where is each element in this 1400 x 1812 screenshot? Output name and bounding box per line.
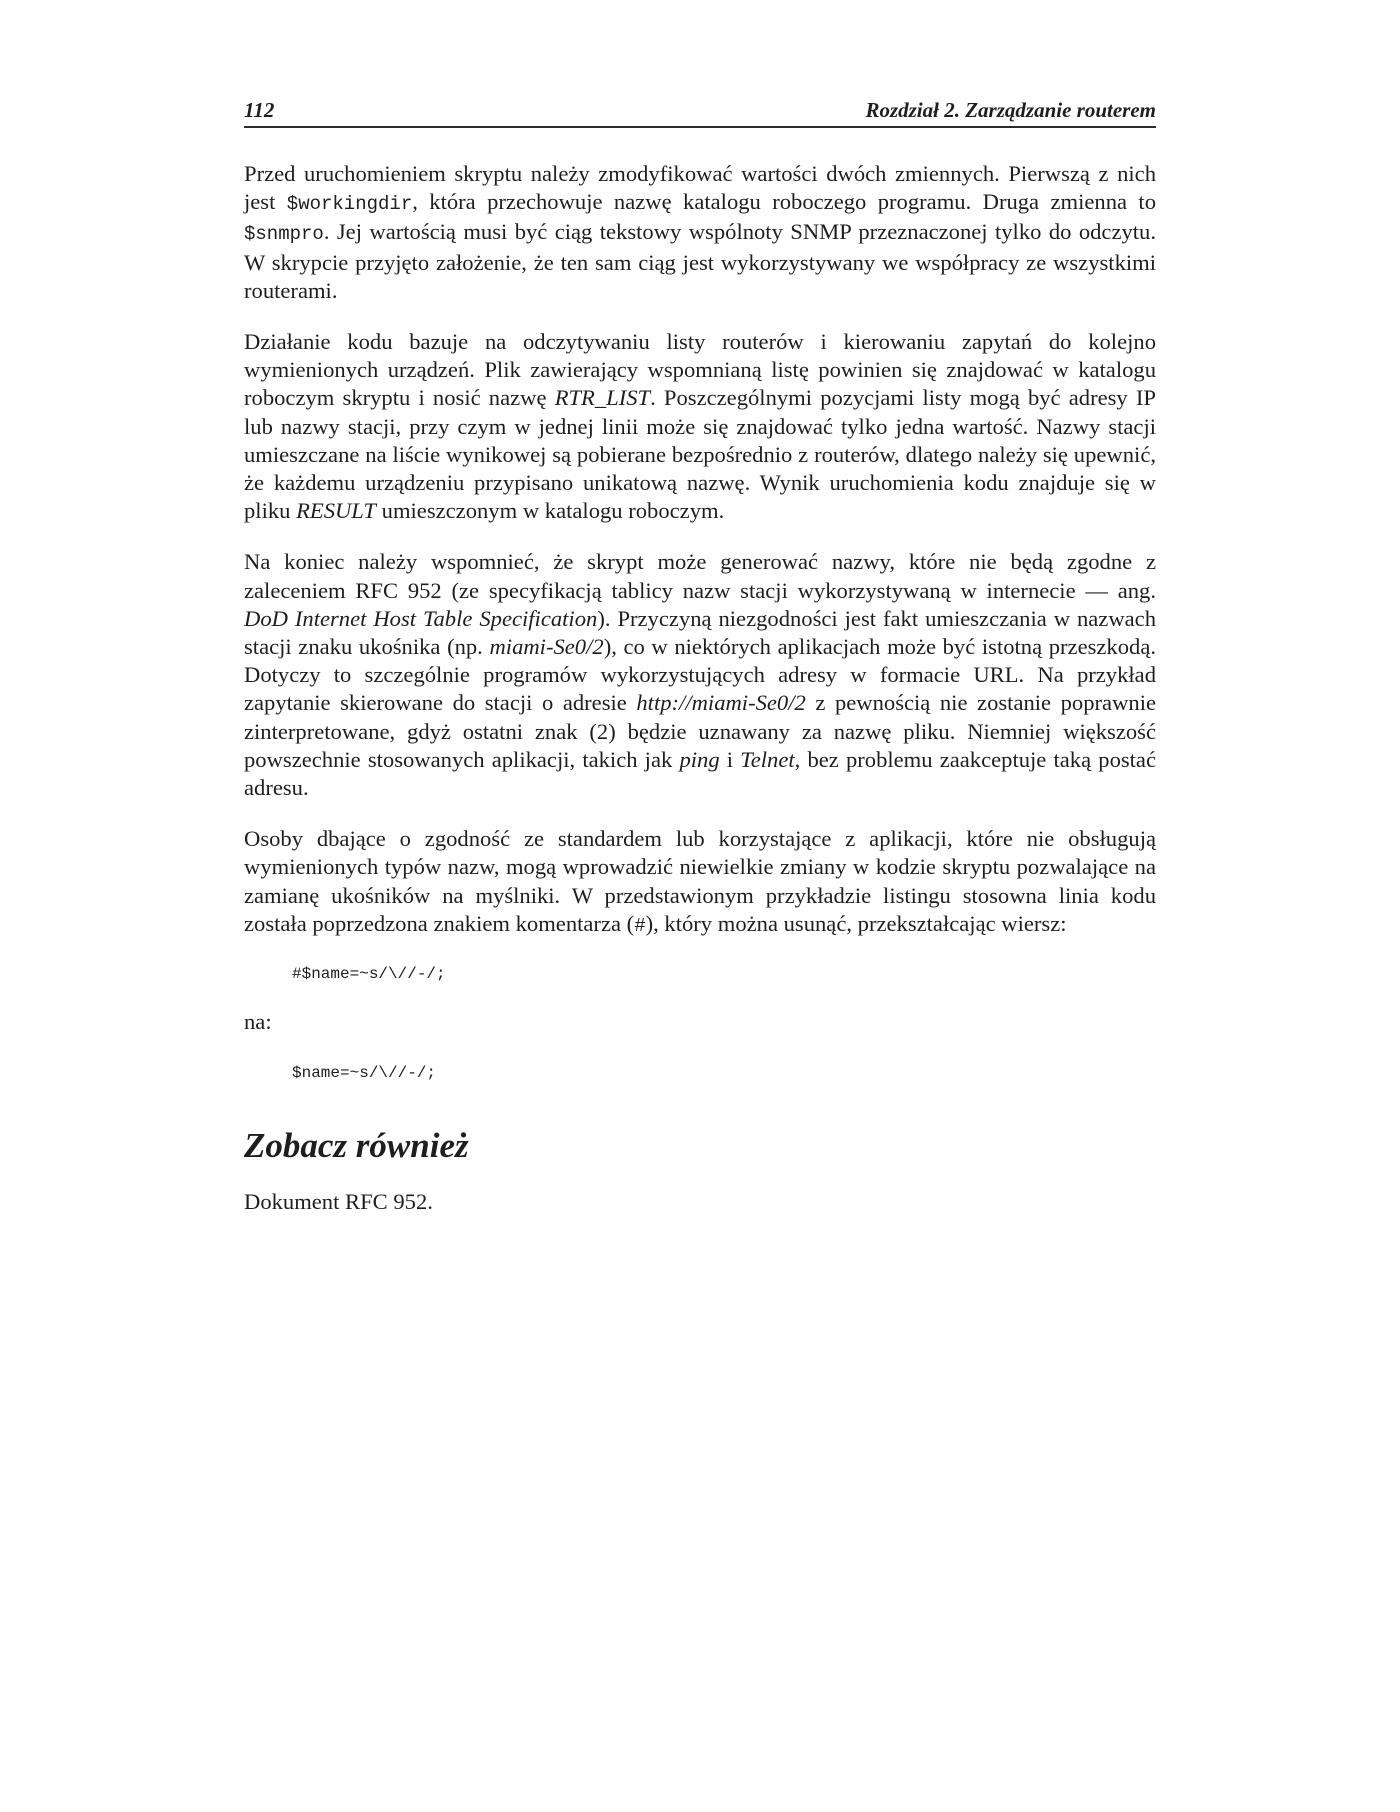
running-header [244,98,1156,128]
text-run: ), który można usunąć, przekształcając wiersz: [645,910,1067,936]
filename-result: RESULT [296,498,376,524]
paragraph-4 [244,825,1156,940]
italic-term: miami-Se0/2 [489,634,604,660]
text-run: i [719,746,741,772]
code-hash: # [634,914,646,937]
italic-term: Telnet [740,746,795,772]
section-heading: Zobacz również [244,1125,469,1165]
text-run: Przed uruchomieniem skryptu należy zmodyfikować wartości dwóch zmiennych. Pierwszą z nich jest [244,161,1156,215]
text-run: . Poszczególnymi pozycjami listy mogą być adresy IP lub nazwy stacji, przy czym w jednej linii może się znajdować tylko jedna wartość. Nazwy stacji umieszczane na liście wynikowej są pobierane bezpośrednio z routerów, dlatego należy się upewnić, że każdemu urządzeniu przypisano unikatową nazwę. Wynik uruchomienia kodu znajduje się w pliku [244,385,1156,524]
code-variable-snmpro: $snmpro [244,223,324,246]
text-run: Osoby dbające o zgodność ze standardem lub korzystające z aplikacji, które nie obsługują wymienionych typów nazw, mogą wprowadzić niewielkie zmiany w kodzie skryptu pozwalające na zamianę ukośników na myślniki. W przedstawionym przykładzie listingu stosowna linia kodu została poprzedzona znakiem komentarza ( [244,826,1156,936]
text-run: ). Przyczyną niezgodności jest fakt umieszczania w nazwach stacji znaku ukośnika (np. [244,605,1157,660]
text-run: Działanie kodu bazuje na odczytywaniu listy routerów i kierowaniu zapytań do kolejno wymienionych urządzeń. Plik zawierający wspomnianą listę powinien się znajdować w katalogu roboczym skryptu i nosić nazwę [244,329,1156,411]
label-na: na: [244,1009,272,1035]
page-number: 112 [244,98,275,122]
italic-url: http://miami-Se0/2 [636,690,806,716]
code-line-uncommented: $name=~s/\//-/; [292,1064,437,1083]
paragraph-3 [244,548,1156,802]
text-run: umieszczonym w katalogu roboczym. [376,498,725,524]
text-run: z pewnością nie zostanie poprawnie zinterpretowane, gdyż ostatni znak (2) będzie uznawany za nazwę pliku. Niemniej większość powszechnie stosowanych aplikacji, takich jak [244,690,1157,772]
italic-term: ping [679,746,720,772]
text-run: ), co w niektórych aplikacjach może być istotną przeszkodą. Dotyczy to szczególnie programów wykorzystujących adresy w formacie URL. Na przykład zapytanie skierowane do stacji o adresie [244,634,1157,716]
text-run: , bez problemu zaakceptuje taką postać adresu. [244,746,1156,801]
body-text [244,160,1156,1239]
text-run: . Jej wartością musi być ciąg tekstowy wspólnoty SNMP przeznaczonej tylko do odczytu. W skrypcie przyjęto założenie, że ten sam ciąg jest wykorzystywany we współpracy ze wszystkimi routerami. [244,219,1156,303]
final-paragraph: Dokument RFC 952. [244,1188,433,1214]
text-run: , która przechowuje nazwę katalogu roboczego programu. Druga zmienna to [412,189,1157,215]
chapter-title: Rozdział 2. Zarządzanie routerem [865,98,1156,122]
code-line-commented: #$name=~s/\//-/; [292,965,446,984]
paragraph-1 [244,160,1156,305]
paragraph-2 [244,328,1156,525]
code-variable-workingdir: $workingdir [286,193,413,216]
filename-rtr-list: RTR_LIST [554,385,651,411]
text-run: Na koniec należy wspomnieć, że skrypt może generować nazwy, które nie będą zgodne z zaleceniem RFC 952 (ze specyfikacją tablicy nazw stacji wykorzystywaną w internecie — ang. [244,549,1156,603]
italic-term: DoD Internet Host Table Specification [244,605,598,631]
